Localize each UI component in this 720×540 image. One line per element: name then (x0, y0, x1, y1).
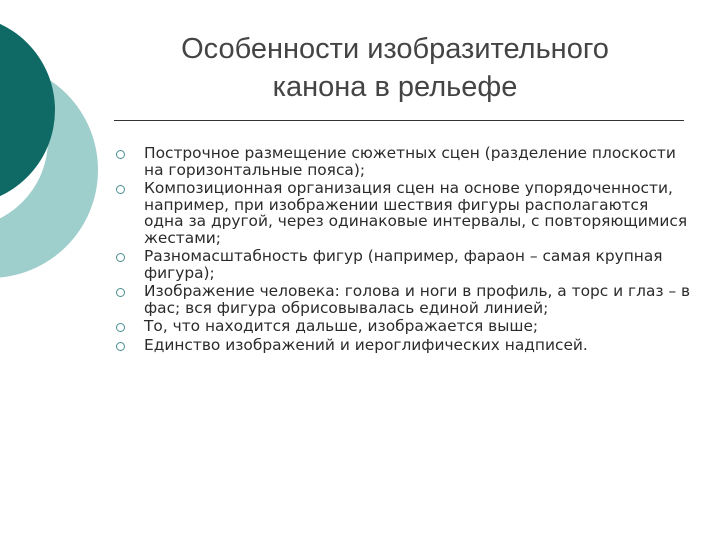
slide-title-line-1: Особенности изобразительного (181, 33, 609, 65)
bullet-item (116, 248, 691, 281)
hollow-circle-icon (116, 185, 125, 194)
hollow-circle-icon (116, 342, 125, 351)
bullet-text: Композиционная организация сцен на основе упорядоченности, например, при изображении шествия фигуры располагаются одна за другой, через одинаковые интервалы, с повторяющимися жестами; (144, 179, 688, 247)
title-divider (114, 120, 684, 121)
bullet-item (116, 145, 691, 178)
bullet-text: Единство изображений и иероглифических надписей. (144, 335, 588, 354)
bullet-item (116, 318, 691, 335)
bullet-item (116, 180, 691, 246)
bullet-text: То, что находится дальше, изображается выше; (144, 317, 539, 335)
hollow-circle-icon (116, 253, 125, 262)
hollow-circle-icon (116, 150, 125, 159)
bullet-list (116, 145, 691, 355)
bullet-item (116, 283, 691, 316)
hollow-circle-icon (116, 323, 125, 332)
bullet-text: Построчное размещение сюжетных сцен (разделение плоскости на горизонтальные пояса); (144, 144, 676, 179)
bullet-text: Изображение человека: голова и ноги в профиль, а торс и глаз – в фас; вся фигура обрисовывалась единой линией; (144, 282, 691, 317)
hollow-circle-icon (116, 288, 125, 297)
slide-title-line-2: канона в рельефе (272, 71, 518, 103)
bullet-item (116, 337, 691, 354)
slide-title (130, 30, 660, 106)
bullet-text: Разномасштабность фигур (например, фараон – самая крупная фигура); (144, 247, 663, 282)
